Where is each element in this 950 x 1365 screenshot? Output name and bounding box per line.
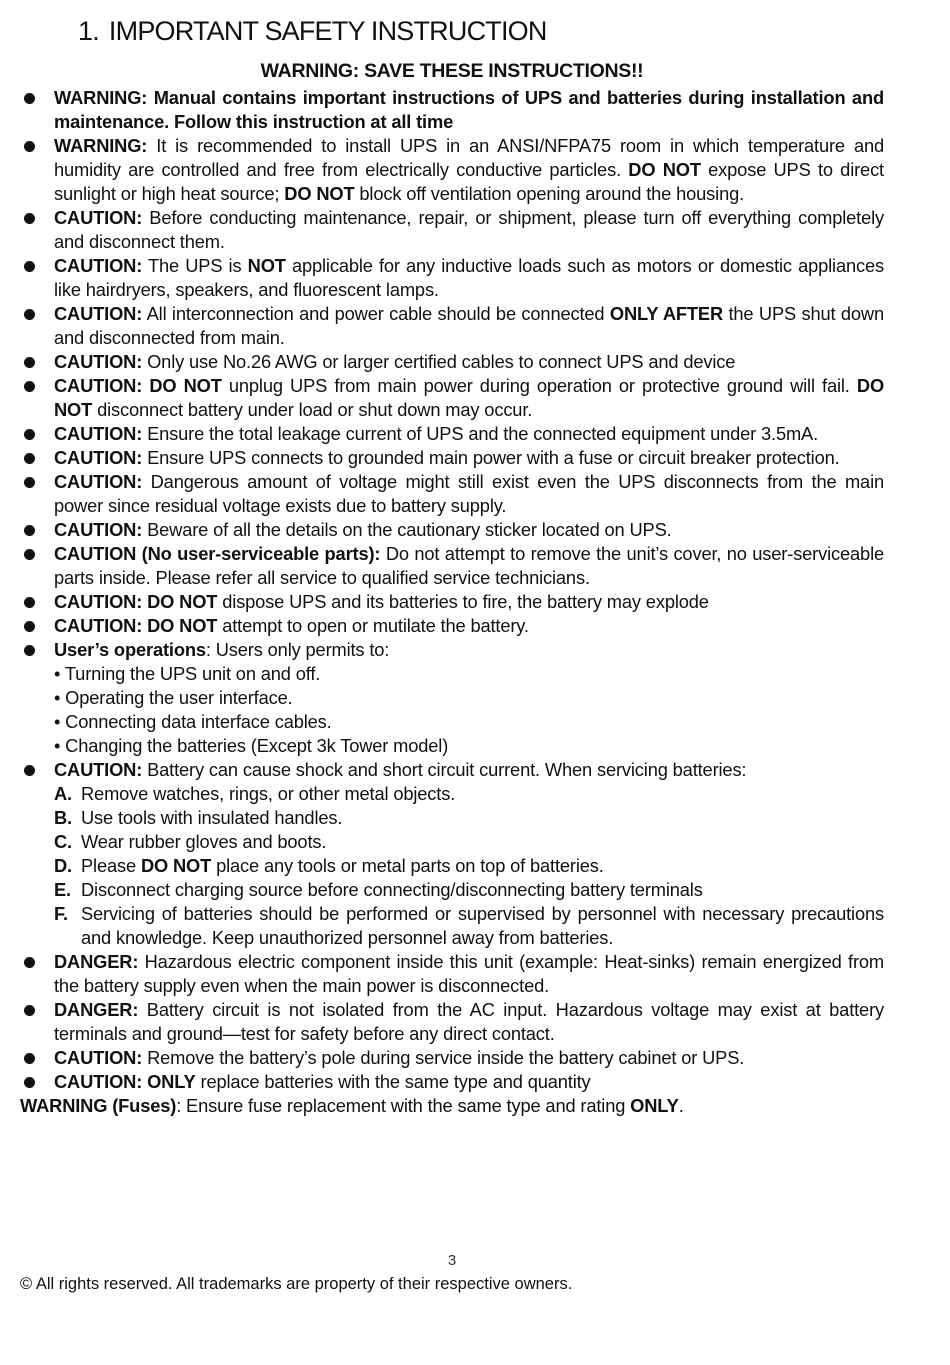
safety-item bbox=[20, 302, 884, 350]
step-letter: E. bbox=[54, 879, 71, 900]
bullet-icon bbox=[24, 549, 35, 560]
text-run: Ensure UPS connects to grounded main power with a fuse or circuit breaker protection. bbox=[142, 447, 840, 468]
bold-text: WARNING: Manual contains important instructions of UPS and batteries during installation and maintenance. Follow this instruction at all time bbox=[54, 87, 884, 132]
bullet-icon bbox=[24, 429, 35, 440]
section-title-text: IMPORTANT SAFETY INSTRUCTION bbox=[108, 16, 547, 46]
bold-text: CAUTION: bbox=[54, 207, 143, 228]
user-operation-item: • Connecting data interface cables. bbox=[54, 711, 332, 732]
bullet-icon bbox=[24, 525, 35, 536]
bullet-icon bbox=[24, 141, 35, 152]
bold-text: ONLY AFTER bbox=[609, 303, 724, 324]
safety-item bbox=[20, 542, 884, 590]
battery-steps-list bbox=[20, 782, 884, 950]
bullet-icon bbox=[24, 261, 35, 272]
safety-item bbox=[20, 470, 884, 518]
bold-text: CAUTION: ONLY bbox=[54, 1071, 196, 1092]
bullet-icon bbox=[24, 93, 35, 104]
section-heading bbox=[78, 16, 547, 47]
bold-text: ONLY bbox=[630, 1095, 679, 1116]
battery-step bbox=[54, 854, 884, 878]
bullet-icon bbox=[24, 357, 35, 368]
text-run: Before conducting maintenance, repair, or shipment, please turn off everything completely and disconnect them. bbox=[54, 207, 884, 252]
text-run: It is recommended to install UPS in an ANSI/NFPA75 room in which temperature and humidity are controlled and free from electrically conductive particles. bbox=[54, 135, 884, 180]
text-run: the UPS shut down and disconnected from main. bbox=[54, 303, 884, 348]
bold-text: User’s operations bbox=[54, 639, 206, 660]
bold-text: WARNING: bbox=[54, 135, 148, 156]
bullet-icon bbox=[24, 957, 35, 968]
battery-step bbox=[54, 878, 884, 902]
safety-item bbox=[20, 1070, 884, 1094]
text-run: Please bbox=[81, 855, 141, 876]
battery-caution-item bbox=[20, 758, 884, 782]
safety-item bbox=[20, 254, 884, 302]
bullet-icon bbox=[24, 477, 35, 488]
text-run: Use tools with insulated handles. bbox=[81, 807, 343, 828]
text-run: unplug UPS from main power during operation or protective ground will fail. bbox=[221, 375, 857, 396]
bold-text: CAUTION: bbox=[54, 255, 143, 276]
bold-text: DANGER: bbox=[54, 951, 139, 972]
text-run: Dangerous amount of voltage might still exist even the UPS disconnects from the main power since residual voltage exists due to battery supply. bbox=[54, 471, 884, 516]
bold-text: CAUTION: bbox=[54, 447, 143, 468]
text-run: replace batteries with the same type and quantity bbox=[195, 1071, 591, 1092]
bold-text: WARNING (Fuses) bbox=[20, 1095, 177, 1116]
text-run: expose UPS to direct sunlight or high heat source; bbox=[54, 159, 884, 204]
text-run: block off ventilation opening around the housing. bbox=[354, 183, 745, 204]
text-run: Do not attempt to remove the unit’s cover, no user-serviceable parts inside. Please refer all service to qualified service technicians. bbox=[54, 543, 884, 588]
bullet-icon bbox=[24, 765, 35, 776]
bullet-icon bbox=[24, 597, 35, 608]
warning-subheading: WARNING: SAVE THESE INSTRUCTIONS!! bbox=[260, 60, 644, 82]
safety-item bbox=[20, 998, 884, 1046]
text-run: All interconnection and power cable should be connected bbox=[142, 303, 610, 324]
safety-item bbox=[20, 1046, 884, 1070]
bullet-icon bbox=[24, 309, 35, 320]
bold-text: DO NOT bbox=[628, 159, 701, 180]
bold-text: CAUTION: bbox=[54, 759, 143, 780]
battery-step bbox=[54, 830, 884, 854]
bold-text: CAUTION: DO NOT bbox=[54, 591, 218, 612]
fuse-warning bbox=[20, 1094, 884, 1118]
copyright-footer: © All rights reserved. All trademarks are property of their respective owners. bbox=[20, 1275, 573, 1293]
bullet-icon bbox=[24, 1053, 35, 1064]
text-run: Disconnect charging source before connecting/disconnecting battery terminals bbox=[81, 879, 703, 900]
bullet-icon bbox=[24, 453, 35, 464]
user-operation-item: • Turning the UPS unit on and off. bbox=[54, 663, 321, 684]
step-letter: C. bbox=[54, 831, 72, 852]
battery-step bbox=[54, 806, 884, 830]
text-run: Ensure the total leakage current of UPS and the connected equipment under 3.5mA. bbox=[142, 423, 819, 444]
text-run: The UPS is bbox=[142, 255, 248, 276]
text-run: : Ensure fuse replacement with the same type and rating bbox=[176, 1095, 631, 1116]
page-number: 3 bbox=[447, 1252, 457, 1269]
step-letter: B. bbox=[54, 807, 72, 828]
text-run: Hazardous electric component inside this unit (example: Heat-sinks) remain energized from the battery supply even when the main power is disconnected. bbox=[54, 951, 884, 996]
bullet-icon bbox=[24, 1005, 35, 1016]
text-run: Beware of all the details on the cautionary sticker located on UPS. bbox=[142, 519, 672, 540]
bullet-icon bbox=[24, 645, 35, 656]
bullet-icon bbox=[24, 381, 35, 392]
bold-text: DO NOT bbox=[284, 183, 355, 204]
text-run: Remove watches, rings, or other metal objects. bbox=[81, 783, 456, 804]
bullet-icon bbox=[24, 213, 35, 224]
safety-item bbox=[20, 638, 884, 662]
bold-text: CAUTION: bbox=[54, 351, 143, 372]
text-run: applicable for any inductive loads such as motors or domestic appliances like hairdryers, speakers, and fluorescent lamps. bbox=[54, 255, 884, 300]
bold-text: CAUTION: bbox=[54, 519, 143, 540]
text-run: place any tools or metal parts on top of batteries. bbox=[211, 855, 604, 876]
safety-item bbox=[20, 518, 884, 542]
battery-step bbox=[54, 902, 884, 950]
bold-text: CAUTION: bbox=[54, 1047, 143, 1068]
safety-item bbox=[20, 950, 884, 998]
bold-text: CAUTION: bbox=[54, 471, 143, 492]
bold-text: CAUTION: bbox=[54, 303, 143, 324]
text-run: Remove the battery’s pole during service inside the battery cabinet or UPS. bbox=[142, 1047, 745, 1068]
text-run: . bbox=[678, 1095, 684, 1116]
bold-text: DO NOT bbox=[140, 855, 212, 876]
safety-item bbox=[20, 422, 884, 446]
text-run: Battery can cause shock and short circuit current. When servicing batteries: bbox=[142, 759, 747, 780]
safety-item bbox=[20, 374, 884, 422]
safety-item bbox=[20, 614, 884, 638]
safety-item bbox=[20, 590, 884, 614]
bold-text: DO NOT bbox=[54, 375, 885, 420]
safety-item bbox=[20, 350, 884, 374]
section-number: 1. bbox=[78, 16, 99, 46]
battery-step bbox=[54, 782, 884, 806]
bold-text: CAUTION: DO NOT bbox=[54, 615, 218, 636]
safety-item bbox=[20, 86, 884, 134]
bold-text: CAUTION (No user-serviceable parts): bbox=[54, 543, 381, 564]
step-letter: F. bbox=[54, 903, 68, 924]
safety-item bbox=[20, 134, 884, 206]
text-run: Battery circuit is not isolated from the AC input. Hazardous voltage may exist at battery terminals and ground—test for safety before any direct contact. bbox=[54, 999, 884, 1044]
safety-items-list bbox=[20, 86, 884, 662]
battery-caution-item bbox=[20, 758, 884, 782]
bullet-icon bbox=[24, 1077, 35, 1088]
safety-item bbox=[20, 206, 884, 254]
safety-item bbox=[20, 446, 884, 470]
text-run: dispose UPS and its batteries to fire, the battery may explode bbox=[217, 591, 709, 612]
user-operation-item: • Changing the batteries (Except 3k Tower model) bbox=[54, 735, 449, 756]
text-run: : Users only permits to: bbox=[205, 639, 390, 660]
danger-items-list bbox=[20, 950, 884, 1094]
text-run: attempt to open or mutilate the battery. bbox=[217, 615, 529, 636]
user-operations-list bbox=[20, 662, 884, 758]
bullet-icon bbox=[24, 621, 35, 632]
step-letter: D. bbox=[54, 855, 72, 876]
text-run: Servicing of batteries should be performed or supervised by personnel with necessary precautions and knowledge. Keep unauthorized personnel away from batteries. bbox=[81, 903, 884, 948]
text-run: Wear rubber gloves and boots. bbox=[81, 831, 327, 852]
bold-text: CAUTION: bbox=[54, 423, 143, 444]
bold-text: DANGER: bbox=[54, 999, 139, 1020]
text-run: disconnect battery under load or shut down may occur. bbox=[92, 399, 533, 420]
text-run: Only use No.26 AWG or larger certified cables to connect UPS and device bbox=[142, 351, 736, 372]
user-operation-item: • Operating the user interface. bbox=[54, 687, 293, 708]
safety-instructions-body bbox=[20, 86, 884, 1118]
step-letter: A. bbox=[54, 783, 72, 804]
bold-text: NOT bbox=[247, 255, 286, 276]
bold-text: CAUTION: DO NOT bbox=[54, 375, 222, 396]
